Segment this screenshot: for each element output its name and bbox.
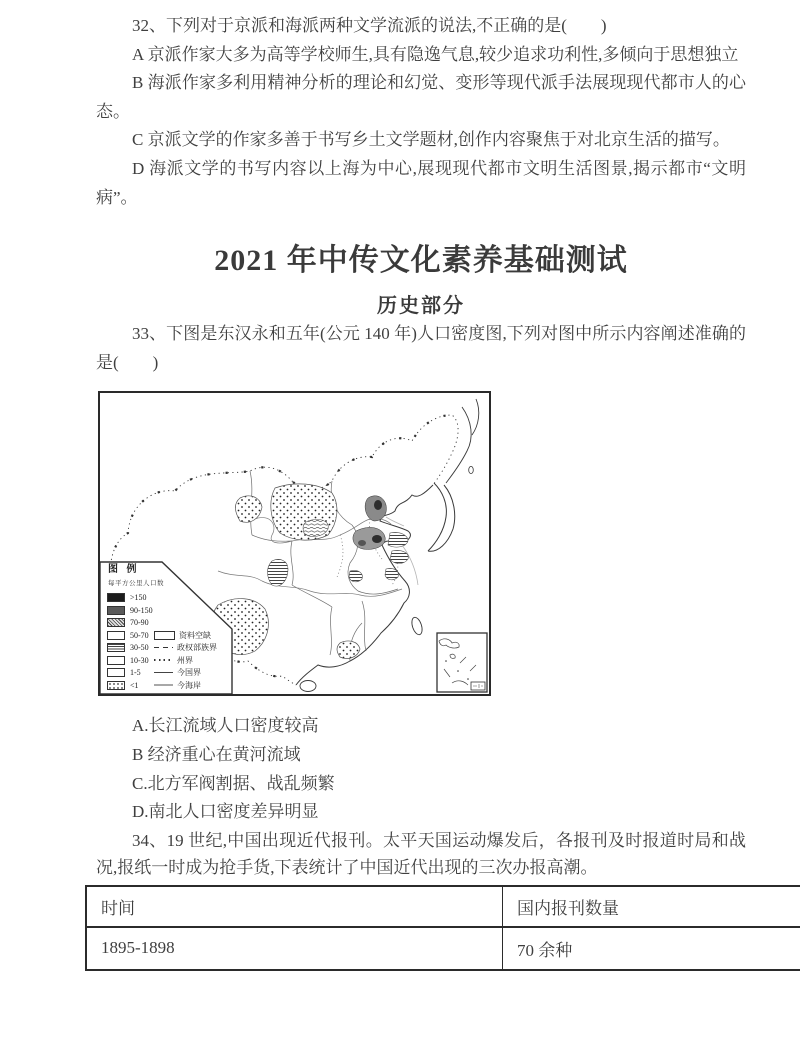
legend-boundary-row bbox=[154, 654, 217, 667]
legend-boundary-row bbox=[154, 629, 217, 642]
boundary-symbol-regime-border bbox=[154, 647, 173, 649]
legend-density-column bbox=[107, 591, 153, 691]
question-34-stem: 34、19 世纪,中国出现近代报刊。太平天国运动爆发后，各报刊及时报道时局和战况,报纸一时成为抢手货,下表统计了中国近代出现的三次办报高潮。 bbox=[96, 830, 746, 877]
south-china-sea-inset bbox=[437, 633, 487, 692]
table-cell-period: 1895-1898 bbox=[85, 928, 502, 971]
legend-density-row bbox=[107, 654, 153, 667]
table-header-row bbox=[85, 885, 800, 928]
boundary-label: 今海岸 bbox=[177, 680, 201, 690]
density-swatch-30-50 bbox=[107, 643, 125, 652]
question-32-option-d: D 海派文学的书写内容以上海为中心,展现现代都市文明生活图景,揭示都市“文明病”。 bbox=[96, 158, 746, 207]
question-33-option-a: A.长江流域人口密度较高 bbox=[132, 716, 319, 736]
table-cell-count: 70 余种 bbox=[502, 928, 800, 971]
table-row bbox=[85, 928, 800, 971]
population-density-map bbox=[98, 391, 491, 696]
exam-title: 2021 年中传文化素养基础测试 bbox=[214, 244, 628, 278]
density-swatch-gt150 bbox=[107, 593, 125, 602]
question-32-option-a: A 京派作家大多为高等学校师生,具有隐逸气息,较少追求功利性,多倾向于思想独立 bbox=[132, 44, 739, 64]
boundary-label: 州界 bbox=[177, 655, 193, 665]
legend-boundary-row bbox=[154, 679, 217, 692]
legend-density-row bbox=[107, 604, 153, 617]
question-33-stem: 33、下图是东汉永和五年(公元 140 年)人口密度图,下列对图中所示内容阐述准确的是( ) bbox=[96, 324, 746, 372]
question-32-option-c: C 京派文学的作家多善于书写乡土文学题材,创作内容聚焦于对北京生活的描写。 bbox=[132, 130, 730, 150]
density-swatch-70-90 bbox=[107, 618, 125, 627]
density-label: 30-50 bbox=[130, 643, 149, 653]
boundary-symbol-modern-coast bbox=[154, 684, 173, 685]
boundary-label: 今国界 bbox=[177, 668, 201, 678]
table-header-count: 国内报刊数量 bbox=[502, 885, 800, 928]
legend-density-row bbox=[107, 679, 153, 692]
boundary-symbol-data-gap bbox=[154, 631, 175, 640]
table-header-time: 时间 bbox=[85, 885, 502, 928]
density-hatch-regions bbox=[268, 533, 409, 587]
density-label: 90-150 bbox=[130, 605, 153, 615]
legend-boundary-column bbox=[154, 629, 217, 692]
legend-density-row bbox=[107, 591, 153, 604]
section-subtitle: 历史部分 bbox=[377, 295, 465, 318]
density-label: 70-90 bbox=[130, 618, 149, 628]
density-label: 1-5 bbox=[130, 668, 141, 678]
boundary-label: 资料空缺 bbox=[179, 630, 211, 640]
density-label: <1 bbox=[130, 680, 139, 690]
boundary-symbol-modern-border bbox=[154, 672, 173, 673]
question-33-options bbox=[96, 712, 746, 826]
density-swatch-10-30 bbox=[107, 656, 125, 665]
boundary-label: 政权部族界 bbox=[177, 643, 217, 653]
density-label: 50-70 bbox=[130, 630, 149, 640]
map-legend bbox=[101, 562, 232, 693]
legend-density-row bbox=[107, 666, 153, 679]
density-swatch-90-150 bbox=[107, 606, 125, 615]
density-swatch-50-70 bbox=[107, 631, 125, 640]
boundary-symbol-state-border bbox=[154, 659, 173, 661]
legend-density-row bbox=[107, 629, 153, 642]
legend-subtitle: 每平方公里人口数 bbox=[108, 580, 164, 588]
legend-density-row bbox=[107, 641, 153, 654]
density-swatch-lt1 bbox=[107, 681, 125, 690]
newspaper-table bbox=[85, 885, 800, 971]
density-label: >150 bbox=[130, 593, 147, 603]
question-32-option-b: B 海派作家多利用精神分析的理论和幻觉、变形等现代派手法展现现代都市人的心态。 bbox=[96, 73, 746, 121]
legend-title: 图 例 bbox=[108, 564, 140, 576]
newspaper-table-wrap bbox=[85, 885, 800, 971]
question-32-stem: 32、下列对于京派和海派两种文学流派的说法,不正确的是( ) bbox=[132, 16, 607, 35]
density-swatch-1-5 bbox=[107, 668, 125, 677]
question-33-option-c: C.北方军阀割据、战乱频繁 bbox=[132, 773, 335, 793]
density-label: 10-30 bbox=[130, 655, 149, 665]
legend-boundary-row bbox=[154, 666, 217, 679]
legend-boundary-row bbox=[154, 641, 217, 654]
legend-density-row bbox=[107, 616, 153, 629]
question-33-option-d: D.南北人口密度差异明显 bbox=[132, 802, 319, 822]
question-33-option-b: B 经济重心在黄河流域 bbox=[132, 744, 301, 764]
